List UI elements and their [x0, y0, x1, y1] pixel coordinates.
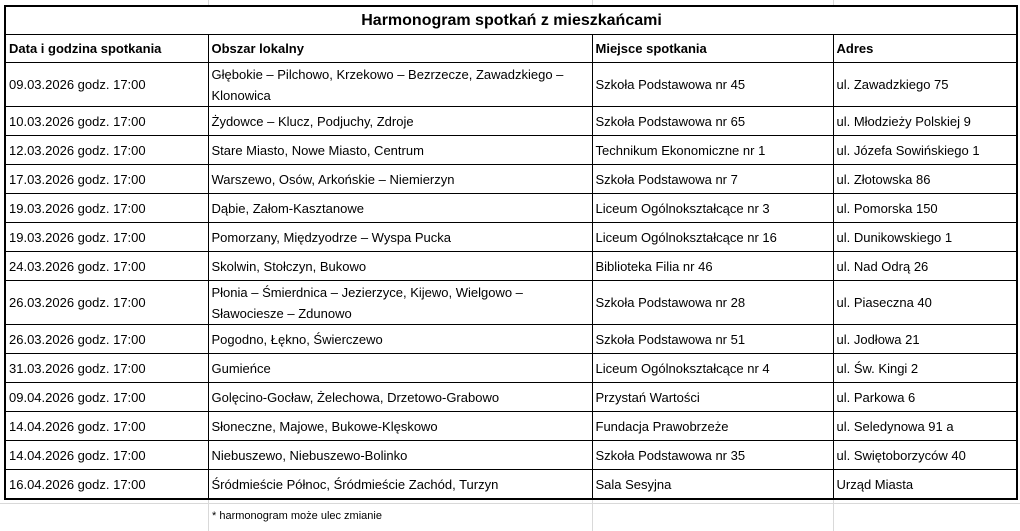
table-row	[5, 194, 1017, 223]
table-row	[5, 223, 1017, 252]
footnote: * harmonogram może ulec zmianie	[212, 510, 382, 522]
cell-place[interactable]: Technikum Ekonomiczne nr 1	[592, 136, 833, 165]
cell-place[interactable]: Szkoła Podstawowa nr 45	[592, 63, 833, 107]
cell-place[interactable]: Szkoła Podstawowa nr 7	[592, 165, 833, 194]
cell-place[interactable]: Sala Sesyjna	[592, 470, 833, 500]
cell-place[interactable]: Liceum Ogólnokształcące nr 16	[592, 223, 833, 252]
cell-date[interactable]: 10.03.2026 godz. 17:00	[5, 107, 208, 136]
cell-address[interactable]: Urząd Miasta	[833, 470, 1017, 500]
table-row	[5, 412, 1017, 441]
cell-place[interactable]: Fundacja Prawobrzeże	[592, 412, 833, 441]
table-row	[5, 470, 1017, 500]
cell-place[interactable]: Przystań Wartości	[592, 383, 833, 412]
cell-date[interactable]: 09.03.2026 godz. 17:00	[5, 63, 208, 107]
table-row	[5, 354, 1017, 383]
cell-date[interactable]: 19.03.2026 godz. 17:00	[5, 194, 208, 223]
cell-area[interactable]: Pogodno, Łękno, Świerczewo	[208, 325, 592, 354]
cell-place[interactable]: Szkoła Podstawowa nr 28	[592, 281, 833, 325]
table-title[interactable]: Harmonogram spotkań z mieszkańcami	[5, 6, 1017, 35]
cell-address[interactable]: ul. Młodzieży Polskiej 9	[833, 107, 1017, 136]
table-row	[5, 281, 1017, 325]
cell-address[interactable]: ul. Nad Odrą 26	[833, 252, 1017, 281]
cell-place[interactable]: Szkoła Podstawowa nr 65	[592, 107, 833, 136]
cell-address[interactable]: ul. Dunikowskiego 1	[833, 223, 1017, 252]
cell-address[interactable]: ul. Złotowska 86	[833, 165, 1017, 194]
cell-area[interactable]: Głębokie – Pilchowo, Krzekowo – Bezrzecze, Zawadzkiego – Klonowica	[208, 63, 592, 107]
cell-area[interactable]: Skolwin, Stołczyn, Bukowo	[208, 252, 592, 281]
cell-place[interactable]: Szkoła Podstawowa nr 35	[592, 441, 833, 470]
cell-address[interactable]: ul. Swiętoborzyców 40	[833, 441, 1017, 470]
table-row	[5, 383, 1017, 412]
cell-address[interactable]: ul. Jodłowa 21	[833, 325, 1017, 354]
column-header-area[interactable]: Obszar lokalny	[208, 35, 592, 63]
column-header-date[interactable]: Data i godzina spotkania	[5, 35, 208, 63]
cell-date[interactable]: 26.03.2026 godz. 17:00	[5, 281, 208, 325]
cell-date[interactable]: 24.03.2026 godz. 17:00	[5, 252, 208, 281]
cell-place[interactable]: Biblioteka Filia nr 46	[592, 252, 833, 281]
cell-date[interactable]: 09.04.2026 godz. 17:00	[5, 383, 208, 412]
cell-date[interactable]: 16.04.2026 godz. 17:00	[5, 470, 208, 500]
table-row	[5, 325, 1017, 354]
cell-area[interactable]: Żydowce – Klucz, Podjuchy, Zdroje	[208, 107, 592, 136]
table-row	[5, 63, 1017, 107]
cell-area[interactable]: Płonia – Śmierdnica – Jezierzyce, Kijewo, Wielgowo – Sławociesze – Zdunowo	[208, 281, 592, 325]
cell-address[interactable]: ul. Pomorska 150	[833, 194, 1017, 223]
cell-place[interactable]: Szkoła Podstawowa nr 51	[592, 325, 833, 354]
cell-address[interactable]: ul. Parkowa 6	[833, 383, 1017, 412]
cell-address[interactable]: ul. Piaseczna 40	[833, 281, 1017, 325]
table-row	[5, 136, 1017, 165]
cell-address[interactable]: ul. Zawadzkiego 75	[833, 63, 1017, 107]
cell-address[interactable]: ul. Seledynowa 91 a	[833, 412, 1017, 441]
column-header-address[interactable]: Adres	[833, 35, 1017, 63]
cell-date[interactable]: 26.03.2026 godz. 17:00	[5, 325, 208, 354]
cell-area[interactable]: Golęcino-Gocław, Żelechowa, Drzetowo-Grabowo	[208, 383, 592, 412]
cell-date[interactable]: 14.04.2026 godz. 17:00	[5, 441, 208, 470]
header-row	[5, 35, 1017, 63]
cell-place[interactable]: Liceum Ogólnokształcące nr 3	[592, 194, 833, 223]
cell-area[interactable]: Stare Miasto, Nowe Miasto, Centrum	[208, 136, 592, 165]
cell-date[interactable]: 12.03.2026 godz. 17:00	[5, 136, 208, 165]
cell-address[interactable]: ul. Józefa Sowińskiego 1	[833, 136, 1017, 165]
cell-area[interactable]: Słoneczne, Majowe, Bukowe-Klęskowo	[208, 412, 592, 441]
cell-place[interactable]: Liceum Ogólnokształcące nr 4	[592, 354, 833, 383]
cell-date[interactable]: 19.03.2026 godz. 17:00	[5, 223, 208, 252]
cell-date[interactable]: 31.03.2026 godz. 17:00	[5, 354, 208, 383]
cell-area[interactable]: Niebuszewo, Niebuszewo-Bolinko	[208, 441, 592, 470]
cell-area[interactable]: Dąbie, Załom-Kasztanowe	[208, 194, 592, 223]
cell-date[interactable]: 14.04.2026 godz. 17:00	[5, 412, 208, 441]
cell-date[interactable]: 17.03.2026 godz. 17:00	[5, 165, 208, 194]
table-row	[5, 252, 1017, 281]
column-header-place[interactable]: Miejsce spotkania	[592, 35, 833, 63]
table-row	[5, 441, 1017, 470]
schedule-table	[4, 5, 1018, 500]
table-row	[5, 107, 1017, 136]
cell-area[interactable]: Śródmieście Północ, Śródmieście Zachód, Turzyn	[208, 470, 592, 500]
table-row	[5, 165, 1017, 194]
cell-area[interactable]: Gumieńce	[208, 354, 592, 383]
cell-address[interactable]: ul. Św. Kingi 2	[833, 354, 1017, 383]
cell-area[interactable]: Pomorzany, Międzyodrze – Wyspa Pucka	[208, 223, 592, 252]
cell-area[interactable]: Warszewo, Osów, Arkońskie – Niemierzyn	[208, 165, 592, 194]
gridline	[0, 503, 1020, 504]
